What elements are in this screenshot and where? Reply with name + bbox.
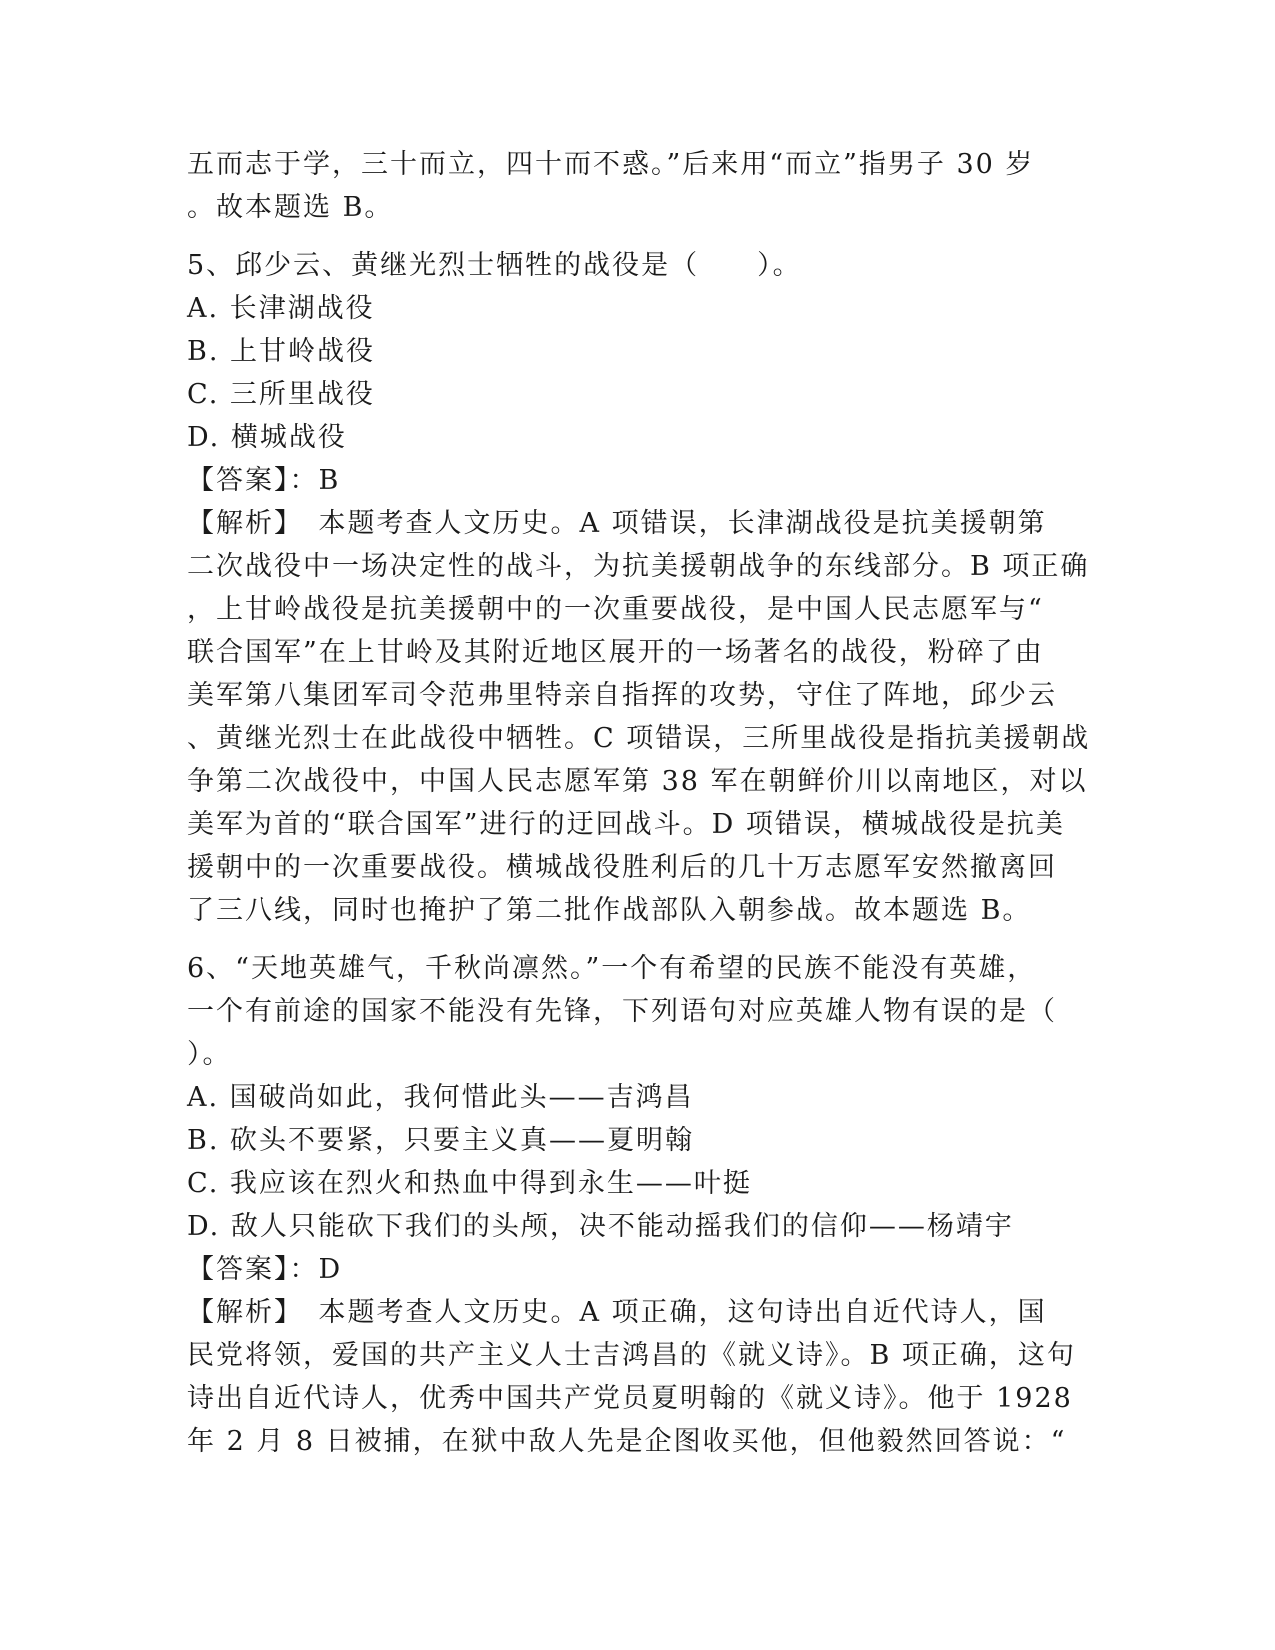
analysis-line: 争第二次战役中，中国人民志愿军第 38 军在朝鲜价川以南地区，对以 (187, 766, 1088, 797)
analysis-line: 、黄继光烈士在此战役中牺牲。C 项错误，三所里战役是指抗美援朝战 (187, 723, 1091, 754)
question-stem: 6、“天地英雄气，千秋尚凛然。”一个有希望的民族不能没有英雄， (187, 953, 1037, 984)
analysis-line: 美军为首的“联合国军”进行的迂回战斗。D 项错误，横城战役是抗美 (187, 809, 1065, 840)
option-c: C. 我应该在烈火和热血中得到永生——叶挺 (187, 1168, 752, 1199)
option-c: C. 三所里战役 (187, 379, 375, 410)
analysis-line: 美军第八集团军司令范弗里特亲自指挥的攻势，守住了阵地，邱少云 (187, 680, 1057, 711)
analysis-line: 年 2 月 8 日被捕，在狱中敌人先是企图收买他，但他毅然回答说：“ (187, 1426, 1067, 1457)
answer-line: 【答案】：D (187, 1254, 343, 1285)
question-stem: 5、邱少云、黄继光烈士牺牲的战役是（ ）。 (187, 250, 802, 281)
analysis-paragraph (187, 1291, 1077, 1463)
analysis-line: 民党将领，爱国的共产主义人士吉鸿昌的《就义诗》。B 项正确，这句 (187, 1340, 1076, 1371)
option-b: B. 上甘岭战役 (187, 336, 376, 367)
analysis-line: 联合国军”在上甘岭及其附近地区展开的一场著名的战役，粉碎了由 (187, 637, 1044, 668)
analysis-line: 诗出自近代诗人，优秀中国共产党员夏明翰的《就义诗》。他于 1928 (187, 1383, 1073, 1414)
option-a: A. 国破尚如此，我何惜此头——吉鸿昌 (187, 1082, 694, 1113)
document-page (187, 143, 1091, 1463)
option-d: D. 横城战役 (187, 422, 347, 453)
question-6 (187, 947, 1077, 1463)
option-b: B. 砍头不要紧，只要主义真——夏明翰 (187, 1125, 695, 1156)
question-stem: 一个有前途的国家不能没有先锋，下列语句对应英雄人物有误的是（ (187, 996, 1057, 1027)
analysis-paragraph (187, 502, 1091, 932)
analysis-line: 二次战役中一场决定性的战斗，为抗美援朝战争的东线部分。B 项正确 (187, 551, 1090, 582)
text-line: 。故本题选 B。 (187, 192, 394, 223)
analysis-line: 了三八线，同时也掩护了第二批作战部队入朝参战。故本题选 B。 (187, 895, 1032, 926)
text-line: 五而志于学，三十而立，四十而不惑。”后来用“而立”指男子 30 岁 (187, 149, 1035, 180)
analysis-line: 援朝中的一次重要战役。横城战役胜利后的几十万志愿军安然撤离回 (187, 852, 1057, 883)
answer-line: 【答案】：B (187, 465, 341, 496)
question-stem: ）。 (187, 1039, 232, 1070)
analysis-line: ，上甘岭战役是抗美援朝中的一次重要战役，是中国人民志愿军与“ (187, 594, 1044, 625)
intro-paragraph (187, 143, 1077, 229)
analysis-line: 【解析】 本题考查人文历史。A 项错误，长津湖战役是抗美援朝第 (187, 508, 1047, 539)
question-5 (187, 244, 1091, 932)
analysis-line: 【解析】 本题考查人文历史。A 项正确，这句诗出自近代诗人，国 (187, 1297, 1047, 1328)
option-a: A. 长津湖战役 (187, 293, 375, 324)
option-d: D. 敌人只能砍下我们的头颅，决不能动摇我们的信仰——杨靖宇 (187, 1211, 1014, 1242)
